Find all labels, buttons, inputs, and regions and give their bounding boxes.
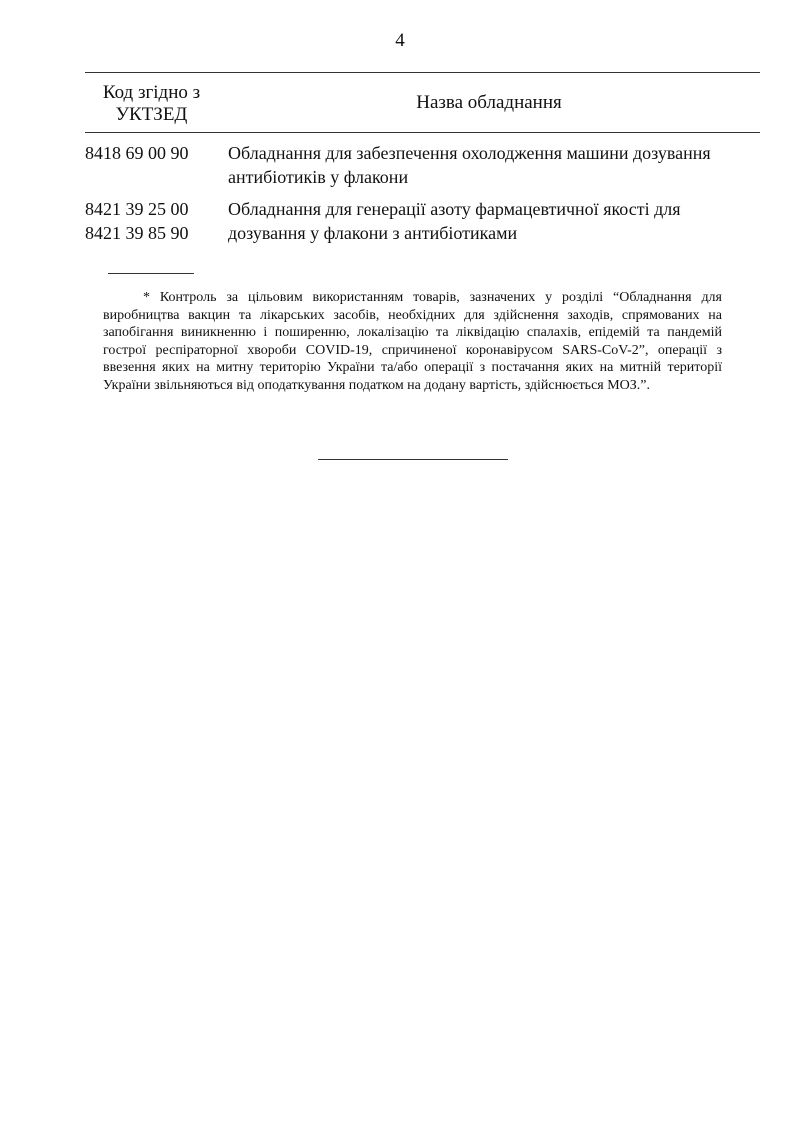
table-header xyxy=(85,73,760,133)
footnote-separator xyxy=(108,273,194,274)
header-code: Код згідно з УКТЗЕД xyxy=(102,82,201,125)
page-number: 4 xyxy=(395,30,405,51)
end-of-document-rule xyxy=(318,459,508,460)
header-name: Назва обладнання xyxy=(416,91,562,113)
row-name: Обладнання для генерації азоту фармацевтичної якості для дозування у флакони з антибіотиками xyxy=(228,199,681,243)
table-row xyxy=(85,197,760,245)
row-code-cell xyxy=(85,141,218,189)
row-code: 8421 39 25 00 xyxy=(85,199,189,219)
table-row xyxy=(85,141,760,189)
footnote-text: * Контроль за цільовим використанням товарів, зазначених у розділі “Обладнання для виробництва вакцин та лікарських засобів, необхідних для здійснення заходів, спрямованих на запобігання виникненню і поширенню, локалізацію та ліквідацію спалахів, епідемій та пандемій гострої респіраторної хвороби COVID-19, спричиненої коронавірусом SARS-CoV-2”, операції з ввезення яких на митну територію України та/або операції з постачання яких на митній території України звільняються від оподаткування податком на додану вартість, здійснюється МОЗ.”. xyxy=(103,290,722,393)
row-code-cell xyxy=(85,197,218,245)
equipment-table xyxy=(85,72,760,245)
row-code: 8418 69 00 90 xyxy=(85,143,189,163)
row-name: Обладнання для забезпечення охолодження машини дозування антибіотиків у флакони xyxy=(228,143,711,187)
row-code: 8421 39 85 90 xyxy=(85,223,189,243)
